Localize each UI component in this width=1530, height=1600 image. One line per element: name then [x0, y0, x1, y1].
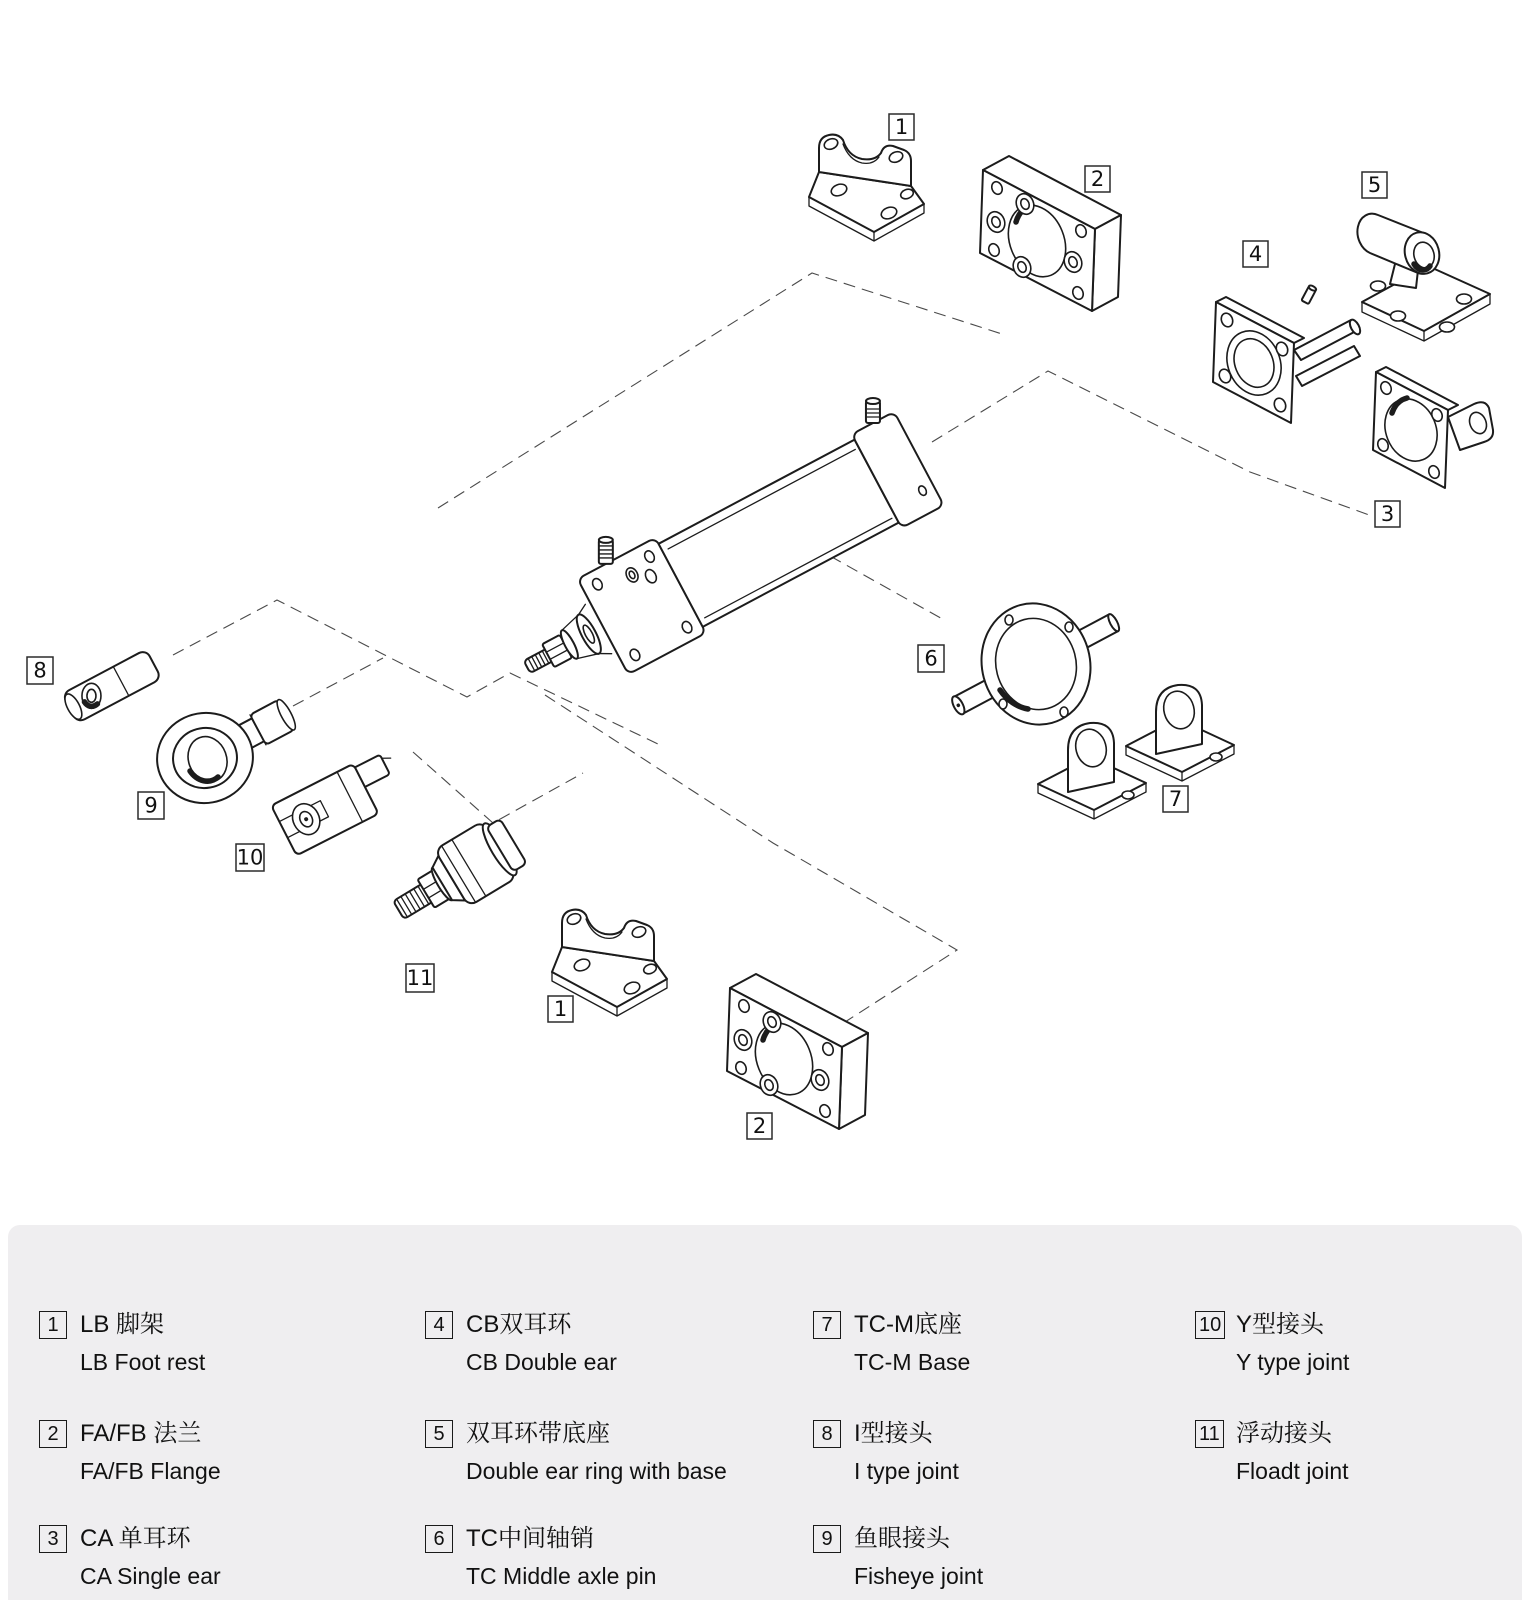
rear-port-boss	[866, 398, 880, 423]
callout-label: 3	[1380, 502, 1395, 526]
legend-number-box: 2	[39, 1420, 67, 1448]
legend-en-label: TC-M Base	[854, 1349, 971, 1375]
legend-zh-label: 浮动接头	[1236, 1420, 1332, 1447]
part-float-joint	[382, 813, 531, 939]
legend-en-label: LB Foot rest	[80, 1349, 206, 1375]
legend-number-box: 7	[813, 1311, 841, 1339]
legend-entry-3	[39, 1525, 221, 1589]
callout-3	[1375, 501, 1400, 527]
legend-entry-6	[425, 1525, 657, 1589]
legend-entry-10	[1195, 1311, 1350, 1375]
callout-8	[27, 657, 53, 684]
legend-number-box: 10	[1195, 1311, 1225, 1339]
callout-10	[236, 844, 264, 871]
part-main-cylinder	[489, 387, 944, 715]
callout-11	[406, 964, 434, 992]
callout-2-bottom	[747, 1113, 772, 1139]
callout-label: 1	[894, 115, 909, 139]
callout-label: 6	[924, 646, 938, 671]
legend-number-box: 6	[425, 1525, 453, 1553]
legend-zh-label: 双耳环带底座	[466, 1420, 610, 1447]
legend-zh-label: I型接头	[854, 1420, 933, 1447]
explosion-axis-lines	[173, 273, 1372, 1022]
legend-zh-label: 鱼眼接头	[854, 1525, 950, 1552]
legend-number-box: 5	[425, 1420, 453, 1448]
part-tc-middle-axle-pin	[950, 591, 1122, 737]
callout-label: 2	[1090, 167, 1105, 191]
callout-label: 11	[406, 966, 434, 990]
legend-en-label: Fisheye joint	[854, 1563, 984, 1589]
legend-entry-5	[425, 1420, 727, 1484]
part-i-type-joint	[60, 649, 161, 724]
callout-label: 4	[1248, 242, 1263, 266]
legend-zh-label: TC中间轴销	[466, 1525, 594, 1552]
legend-zh-label: TC-M底座	[854, 1311, 962, 1338]
part-flange-bottom	[727, 974, 868, 1129]
part-tcm-base-rear	[1126, 685, 1234, 781]
legend-zh-label: Y型接头	[1236, 1311, 1325, 1338]
callout-5	[1362, 172, 1387, 198]
legend-en-label: Floadt joint	[1236, 1458, 1349, 1484]
callout-label: 1	[553, 997, 568, 1021]
legend-entry-8	[813, 1420, 959, 1484]
legend-number-box: 1	[39, 1311, 67, 1339]
part-cb-double-ear	[1213, 284, 1362, 423]
legend-entry-11	[1195, 1420, 1349, 1484]
callout-2-top	[1085, 166, 1110, 192]
legend-entry-1	[39, 1311, 206, 1375]
callout-label: 9	[144, 793, 158, 818]
legend-number-box: 11	[1195, 1420, 1224, 1448]
legend-number-box: 4	[425, 1311, 453, 1339]
legend-zh-label: CB双耳环	[466, 1311, 572, 1338]
part-y-type-joint	[271, 747, 410, 855]
legend-zh-label: FA/FB 法兰	[80, 1420, 202, 1447]
callout-6	[918, 645, 944, 672]
legend-entry-7	[813, 1311, 971, 1375]
legend-panel	[8, 1225, 1522, 1600]
callout-label: 10	[236, 845, 264, 870]
legend-entry-4	[425, 1311, 617, 1375]
front-port-boss	[599, 537, 613, 564]
part-double-ear-ring-with-base	[1357, 214, 1490, 341]
legend-en-label: CB Double ear	[466, 1349, 617, 1375]
callout-1-bottom	[548, 996, 573, 1022]
part-lb-foot-rest-top	[809, 135, 924, 241]
callout-label: 2	[752, 1114, 767, 1138]
legend-zh-label: CA 单耳环	[80, 1525, 191, 1552]
legend-zh-label: LB 脚架	[80, 1311, 165, 1338]
legend-en-label: I type joint	[854, 1458, 959, 1484]
callouts	[27, 114, 1400, 1139]
callout-4	[1243, 241, 1268, 267]
callout-label: 8	[33, 658, 47, 683]
legend-number-box: 9	[813, 1525, 841, 1553]
legend-en-label: FA/FB Flange	[80, 1458, 221, 1484]
part-fisheye-joint	[150, 697, 299, 810]
legend-entry-9	[813, 1525, 984, 1589]
legend-number-box: 8	[813, 1420, 841, 1448]
legend-en-label: TC Middle axle pin	[466, 1563, 657, 1589]
callout-label: 7	[1168, 787, 1183, 811]
legend-en-label: Double ear ring with base	[466, 1458, 727, 1484]
legend-number-box: 3	[39, 1525, 67, 1553]
legend-en-label: CA Single ear	[80, 1563, 221, 1589]
part-ca-single-ear	[1373, 367, 1493, 488]
legend-entry-2	[39, 1420, 221, 1484]
legend-en-label: Y type joint	[1236, 1349, 1350, 1375]
callout-7	[1163, 786, 1188, 812]
callout-label: 5	[1367, 173, 1382, 197]
callout-9	[138, 792, 164, 819]
callout-1-top	[889, 114, 914, 140]
part-tcm-base-front	[1038, 723, 1146, 819]
